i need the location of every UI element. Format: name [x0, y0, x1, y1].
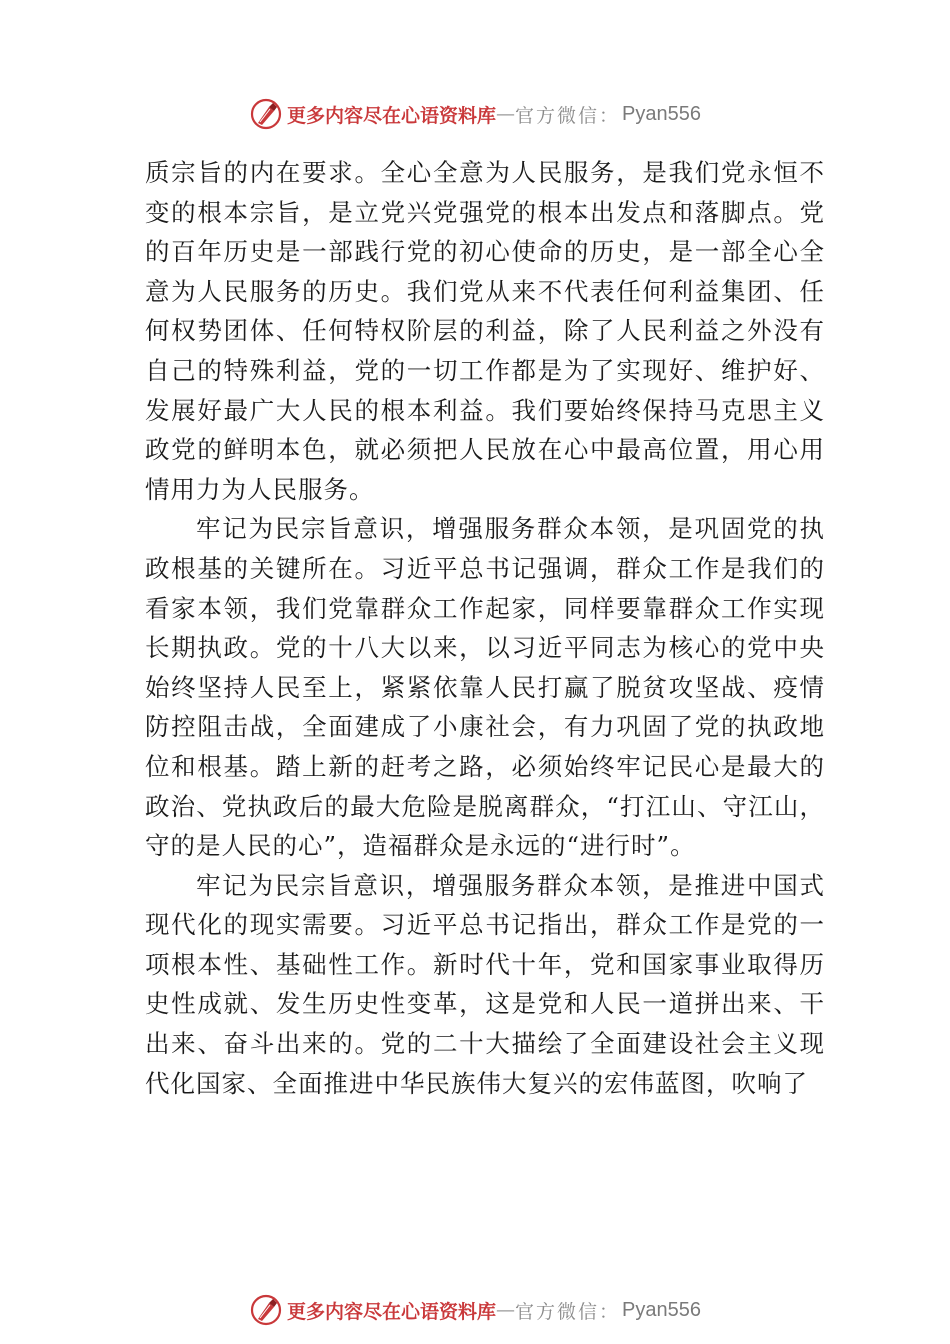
pen-nib-logo-icon — [249, 97, 283, 131]
header-banner — [0, 94, 950, 134]
banner-separator: — — [496, 103, 516, 125]
banner-wechat-label: 官方微信： — [515, 104, 621, 127]
footer-banner — [0, 1290, 950, 1330]
banner-wechat-id: Pyan556 — [622, 1298, 701, 1321]
banner-title: 更多内容尽在心语资料库 — [287, 1300, 497, 1323]
pen-nib-logo-icon — [249, 1293, 283, 1327]
paragraph-3: 牢记为民宗旨意识，增强服务群众本领，是推进中国式现代化的现实需要。习近平总书记指出，群众工作是党的一项根本性、基础性工作。新时代十年，党和国家事业取得历史性成就、发生历史性变革，这是党和人民一道拼出来、干出来、奋斗出来的。党的二十大描绘了全面建设社会主义现代化国家、全面推进中华民族伟大复兴的宏伟蓝图，吹响了 — [145, 870, 825, 1098]
banner-wechat-label: 官方微信： — [515, 1300, 621, 1323]
banner-title: 更多内容尽在心语资料库 — [287, 104, 497, 127]
banner-separator: — — [496, 1299, 516, 1321]
paragraph-2: 牢记为民宗旨意识，增强服务群众本领，是巩固党的执政根基的关键所在。习近平总书记强调，群众工作是我们的看家本领，我们党靠群众工作起家，同样要靠群众工作实现长期执政。党的十八大以来，以习近平同志为核心的党中央始终坚持人民至上，紧紧依靠人民打赢了脱贫攻坚战、疫情防控阻击战，全面建成了小康社会，有力巩固了党的执政地位和根基。踏上新的赶考之路，必须始终牢记民心是最大的政治、党执政后的最大危险是脱离群众，“打江山、守江山，守的是人民的心”，造福群众是永远的“进行时”。 — [145, 514, 825, 861]
document-body — [145, 153, 825, 1103]
paragraph-1: 质宗旨的内在要求。全心全意为人民服务，是我们党永恒不变的根本宗旨，是立党兴党强党的根本出发点和落脚点。党的百年历史是一部践行党的初心使命的历史，是一部全心全意为人民服务的历史。我们党从来不代表任何利益集团、任何权势团体、任何特权阶层的利益，除了人民利益之外没有自己的特殊利益，党的一切工作都是为了实现好、维护好、 发展好最广大人民的根本利益。我们要始终保持马克思主义政党的鲜明本色，就必须把人民放在心中最高位置，用心用情用力为人民服务。 — [145, 158, 825, 504]
banner-wechat-id: Pyan556 — [622, 102, 701, 125]
